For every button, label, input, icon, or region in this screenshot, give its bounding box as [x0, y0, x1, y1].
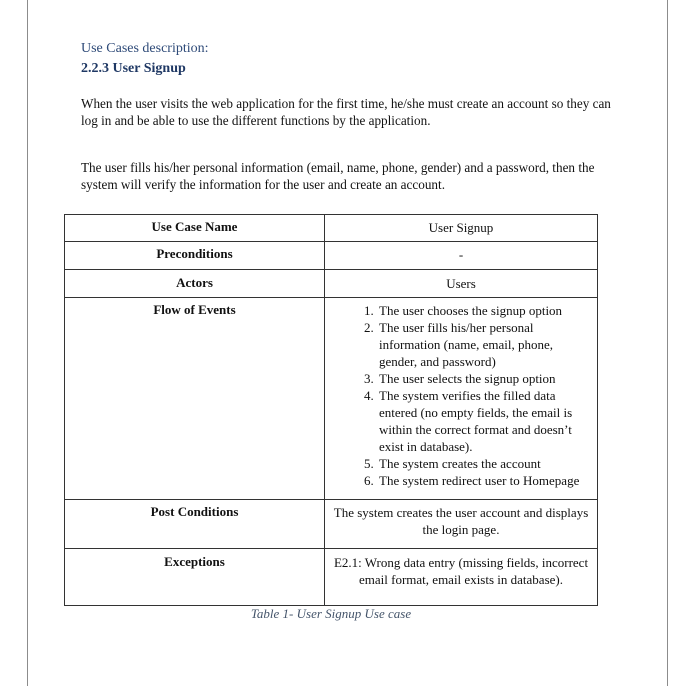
table-row — [65, 270, 598, 298]
use-case-table — [64, 214, 598, 606]
row-value-cell — [325, 242, 598, 270]
list-item: 5. The system creates the account — [377, 455, 593, 472]
row-value: E2.1: Wrong data entry (missing fields, incorrect email format, email exists in database). — [333, 555, 589, 587]
table-row — [65, 500, 598, 549]
row-label: Use Case Name — [151, 219, 238, 234]
row-label: Flow of Events — [153, 302, 236, 317]
row-label-cell — [65, 500, 325, 549]
table-row — [65, 549, 598, 606]
row-value-cell — [325, 549, 598, 606]
row-value: The system creates the user account and displays the login page. — [333, 505, 589, 537]
list-item: 2. The user fills his/her personal information (name, email, phone, gender, and password) — [377, 319, 593, 370]
row-label-cell — [65, 242, 325, 270]
details-paragraph: The user fills his/her personal information (email, name, phone, gender) and a password, then the system will verify the information for the user and create an account. — [81, 160, 595, 192]
table-row — [65, 215, 598, 242]
list-item: 3. The user selects the signup option — [377, 370, 593, 387]
table-row — [65, 242, 598, 270]
row-label: Exceptions — [164, 554, 225, 569]
row-label-cell — [65, 298, 325, 500]
row-label: Preconditions — [156, 246, 233, 261]
section-subheading: 2.2.3 User Signup — [81, 61, 186, 76]
row-label: Post Conditions — [150, 504, 239, 519]
table-caption: Table 1- User Signup Use case — [250, 606, 412, 621]
row-label-cell — [65, 549, 325, 606]
row-value: - — [458, 247, 464, 262]
page-left-edge — [27, 0, 28, 686]
page-right-edge — [667, 0, 668, 686]
row-value-cell — [325, 215, 598, 242]
table-row — [65, 298, 598, 500]
section-heading: Use Cases description: — [81, 41, 209, 56]
flow-of-events-cell — [325, 298, 598, 500]
row-value: User Signup — [428, 220, 494, 235]
row-label-cell — [65, 215, 325, 242]
list-item: 4. The system verifies the filled data entered (no empty fields, the email is within the correct format and doesn’t exist in database). — [377, 387, 593, 455]
list-item: 1. The user chooses the signup option — [377, 302, 593, 319]
row-value-cell — [325, 500, 598, 549]
flow-of-events-list — [325, 298, 597, 489]
intro-paragraph: When the user visits the web application for the first time, he/she must create an account so they can log in and be able to use the different functions by the application. — [81, 96, 611, 128]
row-value: Users — [446, 276, 476, 291]
list-item: 6. The system redirect user to Homepage — [377, 472, 593, 489]
row-value-cell — [325, 270, 598, 298]
row-label: Actors — [176, 275, 213, 290]
row-label-cell — [65, 270, 325, 298]
